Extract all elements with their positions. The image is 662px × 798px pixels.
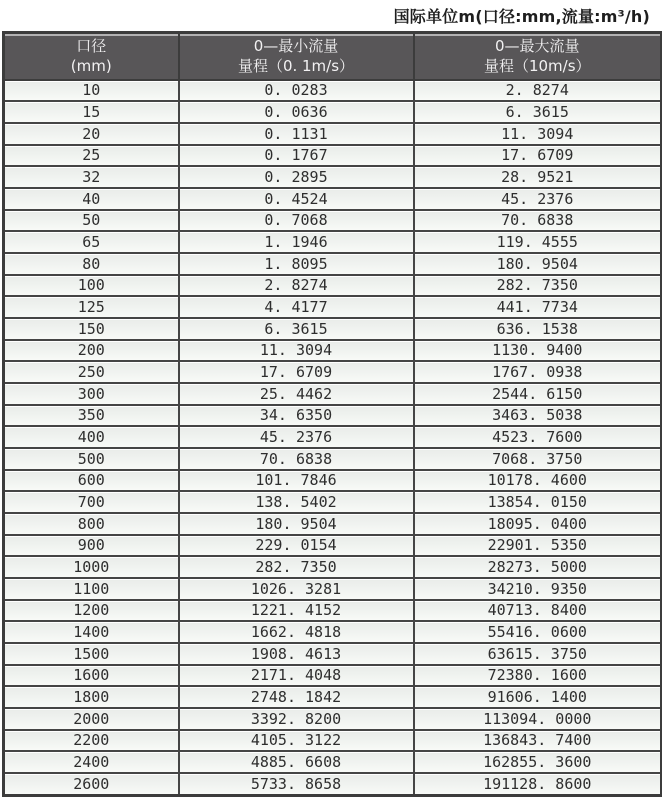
- table-row: [4, 773, 662, 796]
- cell-min-flow: 45. 2376: [179, 426, 414, 448]
- cell-diameter: 1200: [4, 600, 179, 622]
- cell-min-flow: 229. 0154: [179, 535, 414, 557]
- cell-max-flow: 10178. 4600: [414, 470, 662, 492]
- cell-max-flow: 72380. 1600: [414, 665, 662, 687]
- table-row: [4, 361, 662, 383]
- cell-max-flow: 55416. 0600: [414, 621, 662, 643]
- cell-min-flow: 1. 8095: [179, 253, 414, 275]
- table-row: [4, 340, 662, 362]
- cell-diameter: 2200: [4, 730, 179, 752]
- header-row: [4, 33, 662, 80]
- cell-max-flow: 22901. 5350: [414, 535, 662, 557]
- cell-min-flow: 101. 7846: [179, 470, 414, 492]
- table-row: [4, 513, 662, 535]
- cell-max-flow: 282. 7350: [414, 275, 662, 297]
- table-row: [4, 318, 662, 340]
- cell-min-flow: 0. 2895: [179, 166, 414, 188]
- cell-max-flow: 18095. 0400: [414, 513, 662, 535]
- cell-min-flow: 11. 3094: [179, 340, 414, 362]
- cell-max-flow: 17. 6709: [414, 145, 662, 167]
- cell-min-flow: 1026. 3281: [179, 578, 414, 600]
- cell-min-flow: 6. 3615: [179, 318, 414, 340]
- table-body: [4, 80, 662, 796]
- flow-range-table: [2, 31, 662, 797]
- cell-min-flow: 0. 4524: [179, 188, 414, 210]
- cell-min-flow: 2. 8274: [179, 275, 414, 297]
- cell-min-flow: 1662. 4818: [179, 621, 414, 643]
- cell-min-flow: 0. 0636: [179, 101, 414, 123]
- cell-max-flow: 180. 9504: [414, 253, 662, 275]
- table-row: [4, 686, 662, 708]
- table-row: [4, 145, 662, 167]
- header-min-flow-title: 0—最小流量: [253, 37, 339, 55]
- table-row: [4, 101, 662, 123]
- cell-diameter: 15: [4, 101, 179, 123]
- cell-diameter: 1000: [4, 556, 179, 578]
- cell-max-flow: 40713. 8400: [414, 600, 662, 622]
- cell-min-flow: 3392. 8200: [179, 708, 414, 730]
- cell-max-flow: 1767. 0938: [414, 361, 662, 383]
- table-row: [4, 80, 662, 102]
- table-row: [4, 210, 662, 232]
- cell-diameter: 1100: [4, 578, 179, 600]
- table-row: [4, 556, 662, 578]
- cell-min-flow: 4105. 3122: [179, 730, 414, 752]
- cell-min-flow: 25. 4462: [179, 383, 414, 405]
- cell-max-flow: 2. 8274: [414, 80, 662, 102]
- cell-max-flow: 34210. 9350: [414, 578, 662, 600]
- cell-min-flow: 1221. 4152: [179, 600, 414, 622]
- cell-diameter: 80: [4, 253, 179, 275]
- table-row: [4, 123, 662, 145]
- cell-diameter: 700: [4, 491, 179, 513]
- header-diameter-title: 口径: [76, 37, 107, 55]
- table-row: [4, 470, 662, 492]
- cell-min-flow: 34. 6350: [179, 405, 414, 427]
- cell-diameter: 1600: [4, 665, 179, 687]
- header-min-flow: [179, 33, 414, 80]
- table-row: [4, 578, 662, 600]
- cell-min-flow: 138. 5402: [179, 491, 414, 513]
- cell-max-flow: 2544. 6150: [414, 383, 662, 405]
- table-row: [4, 535, 662, 557]
- cell-diameter: 2000: [4, 708, 179, 730]
- cell-max-flow: 28. 9521: [414, 166, 662, 188]
- table-row: [4, 405, 662, 427]
- cell-diameter: 250: [4, 361, 179, 383]
- table-row: [4, 621, 662, 643]
- header-max-flow-subtitle: 量程（10m/s）: [483, 57, 591, 76]
- cell-diameter: 400: [4, 426, 179, 448]
- cell-min-flow: 70. 6838: [179, 448, 414, 470]
- table-row: [4, 296, 662, 318]
- cell-max-flow: 1130. 9400: [414, 340, 662, 362]
- cell-diameter: 300: [4, 383, 179, 405]
- cell-diameter: 600: [4, 470, 179, 492]
- cell-max-flow: 636. 1538: [414, 318, 662, 340]
- table-row: [4, 708, 662, 730]
- cell-diameter: 10: [4, 80, 179, 102]
- cell-diameter: 50: [4, 210, 179, 232]
- header-diameter: [4, 33, 179, 80]
- table-row: [4, 448, 662, 470]
- table-row: [4, 491, 662, 513]
- table-header: [4, 33, 662, 80]
- cell-min-flow: 0. 0283: [179, 80, 414, 102]
- cell-diameter: 1800: [4, 686, 179, 708]
- cell-diameter: 32: [4, 166, 179, 188]
- cell-diameter: 1500: [4, 643, 179, 665]
- cell-max-flow: 28273. 5000: [414, 556, 662, 578]
- cell-min-flow: 5733. 8658: [179, 773, 414, 796]
- cell-max-flow: 113094. 0000: [414, 708, 662, 730]
- cell-min-flow: 2171. 4048: [179, 665, 414, 687]
- cell-diameter: 40: [4, 188, 179, 210]
- cell-diameter: 200: [4, 340, 179, 362]
- cell-max-flow: 191128. 8600: [414, 773, 662, 796]
- cell-max-flow: 70. 6838: [414, 210, 662, 232]
- table-row: [4, 730, 662, 752]
- cell-diameter: 500: [4, 448, 179, 470]
- cell-max-flow: 13854. 0150: [414, 491, 662, 513]
- cell-min-flow: 4. 4177: [179, 296, 414, 318]
- table-row: [4, 383, 662, 405]
- table-row: [4, 665, 662, 687]
- table-row: [4, 188, 662, 210]
- cell-diameter: 900: [4, 535, 179, 557]
- cell-max-flow: 136843. 7400: [414, 730, 662, 752]
- cell-max-flow: 63615. 3750: [414, 643, 662, 665]
- cell-diameter: 1400: [4, 621, 179, 643]
- cell-diameter: 350: [4, 405, 179, 427]
- cell-max-flow: 91606. 1400: [414, 686, 662, 708]
- table-row: [4, 751, 662, 773]
- table-row: [4, 166, 662, 188]
- cell-diameter: 125: [4, 296, 179, 318]
- cell-min-flow: 0. 1131: [179, 123, 414, 145]
- cell-diameter: 20: [4, 123, 179, 145]
- cell-min-flow: 1908. 4613: [179, 643, 414, 665]
- cell-min-flow: 2748. 1842: [179, 686, 414, 708]
- cell-max-flow: 119. 4555: [414, 231, 662, 253]
- cell-diameter: 2600: [4, 773, 179, 796]
- cell-min-flow: 1. 1946: [179, 231, 414, 253]
- table-row: [4, 600, 662, 622]
- cell-min-flow: 282. 7350: [179, 556, 414, 578]
- cell-diameter: 800: [4, 513, 179, 535]
- header-max-flow-title: 0—最大流量: [494, 37, 580, 55]
- table-row: [4, 231, 662, 253]
- cell-max-flow: 6. 3615: [414, 101, 662, 123]
- cell-max-flow: 4523. 7600: [414, 426, 662, 448]
- cell-min-flow: 4885. 6608: [179, 751, 414, 773]
- cell-min-flow: 180. 9504: [179, 513, 414, 535]
- table-row: [4, 426, 662, 448]
- cell-diameter: 100: [4, 275, 179, 297]
- table-row: [4, 643, 662, 665]
- cell-diameter: 150: [4, 318, 179, 340]
- header-min-flow-subtitle: 量程（0. 1m/s）: [237, 57, 355, 76]
- cell-diameter: 65: [4, 231, 179, 253]
- cell-max-flow: 45. 2376: [414, 188, 662, 210]
- cell-diameter: 25: [4, 145, 179, 167]
- cell-max-flow: 3463. 5038: [414, 405, 662, 427]
- cell-diameter: 2400: [4, 751, 179, 773]
- header-max-flow: [414, 33, 662, 80]
- cell-max-flow: 162855. 3600: [414, 751, 662, 773]
- cell-min-flow: 0. 1767: [179, 145, 414, 167]
- header-diameter-subtitle: (mm): [70, 57, 112, 76]
- cell-min-flow: 0. 7068: [179, 210, 414, 232]
- cell-max-flow: 441. 7734: [414, 296, 662, 318]
- table-row: [4, 253, 662, 275]
- table-row: [4, 275, 662, 297]
- cell-min-flow: 17. 6709: [179, 361, 414, 383]
- cell-max-flow: 7068. 3750: [414, 448, 662, 470]
- page-title: 国际单位m(口径:mm,流量:m³/h): [393, 7, 650, 26]
- cell-max-flow: 11. 3094: [414, 123, 662, 145]
